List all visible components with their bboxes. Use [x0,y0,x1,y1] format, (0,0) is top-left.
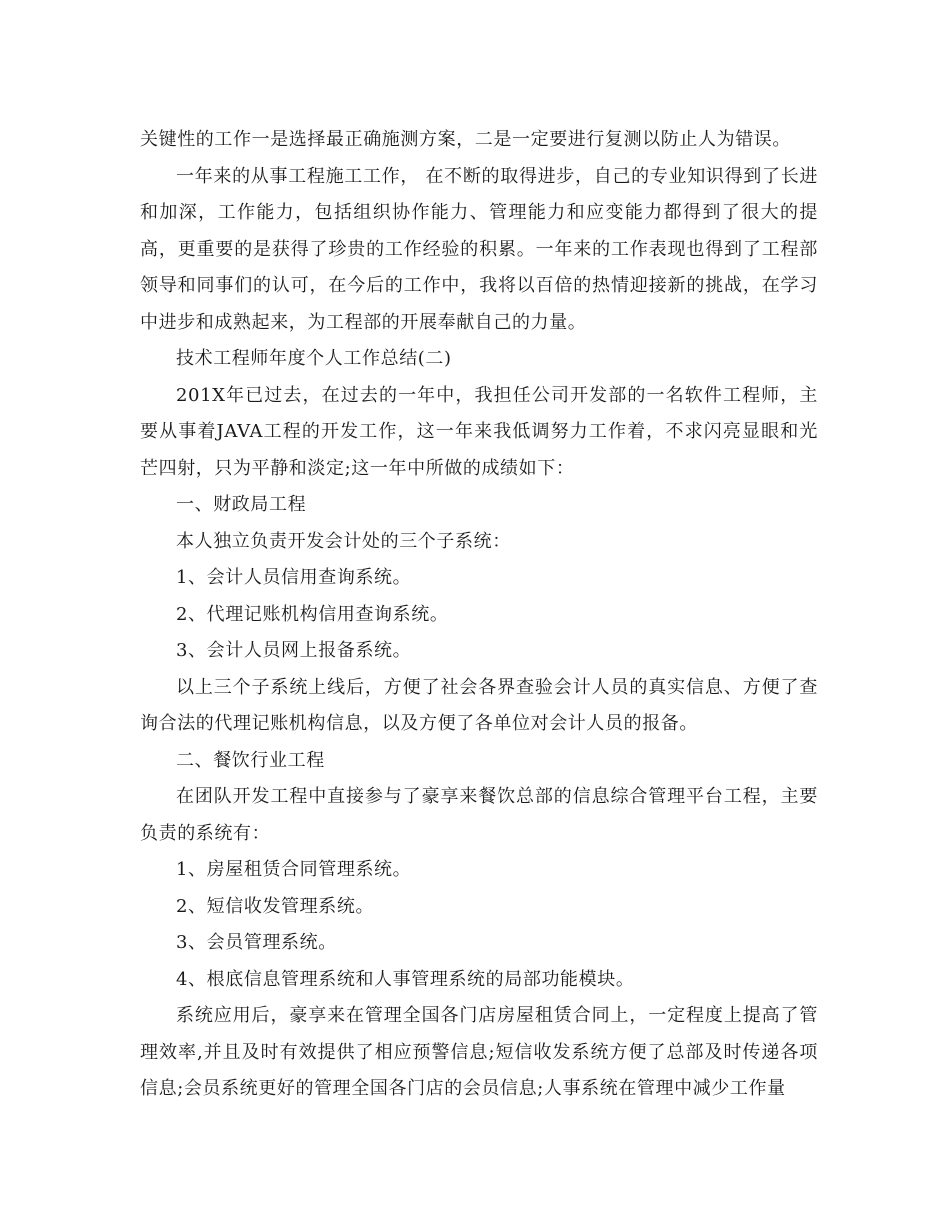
heading-finance-project: 一、财政局工程 [176,494,307,515]
paragraph-finance-desc: 本人独立负责开发会计处的三个子系统： [176,530,511,552]
list-item: 1、房屋租赁合同管理系统。 [176,859,412,880]
list-item: 2、短信收发管理系统。 [176,895,375,917]
section-title: 技术工程师年度个人工作总结(二) [176,348,452,369]
paragraph-finance-result: 以上三个子系统上线后，方便了社会各界查验会计人员的真实信息、方便了查询合法的代理记账机构信息，以及方便了各单位对会计人员的报备。 [140,676,818,734]
document-body [140,122,818,1108]
list-item: 3、会计人员网上报备系统。 [176,640,412,661]
paragraph-summary: 一年来的从事工程施工工作， 在不断的取得进步，自己的专业知识得到了长进和加深，工作能力，包括组织协作能力、管理能力和应变能力都得到了很大的提高，更重要的是获得了珍贵的工作经验的积累。一年来的工作表现也得到了工程部领导和同事们的认可，在今后的工作中，我将以百倍的热情迎接新的挑战，在学习中进步和成熟起来，为工程部的开展奉献自己的力量。 [140,165,818,333]
heading-catering-project: 二、餐饮行业工程 [176,749,325,771]
paragraph-intro: 201X年已过去，在过去的一年中，我担任公司开发部的一名软件工程师，主要从事着JAVA工程的开发工作，这一年来我低调努力工作着，不求闪亮显眼和光芒四射，只为平静和淡定;这一年中所做的成绩如下： [140,384,818,479]
paragraph-continuation: 关键性的工作一是选择最正确施测方案，二是一定要进行复测以防止人为错误。 [140,129,791,150]
paragraph-catering-result: 系统应用后，豪享来在管理全国各门店房屋租赁合同上，一定程度上提高了管理效率,并且及时有效提供了相应预警信息;短信收发系统方便了总部及时传递各项信息;会员系统更好的管理全国各门店的会员信息;人事系统在管理中减少工作量 [140,1005,818,1099]
list-item: 1、会计人员信用查询系统。 [176,567,412,588]
list-item: 4、根底信息管理系统和人事管理系统的局部功能模块。 [176,968,635,990]
list-item: 3、会员管理系统。 [176,932,337,953]
list-item: 2、代理记账机构信用查询系统。 [176,603,449,625]
paragraph-catering-desc: 在团队开发工程中直接参与了豪享来餐饮总部的信息综合管理平台工程，主要负责的系统有： [140,786,818,844]
